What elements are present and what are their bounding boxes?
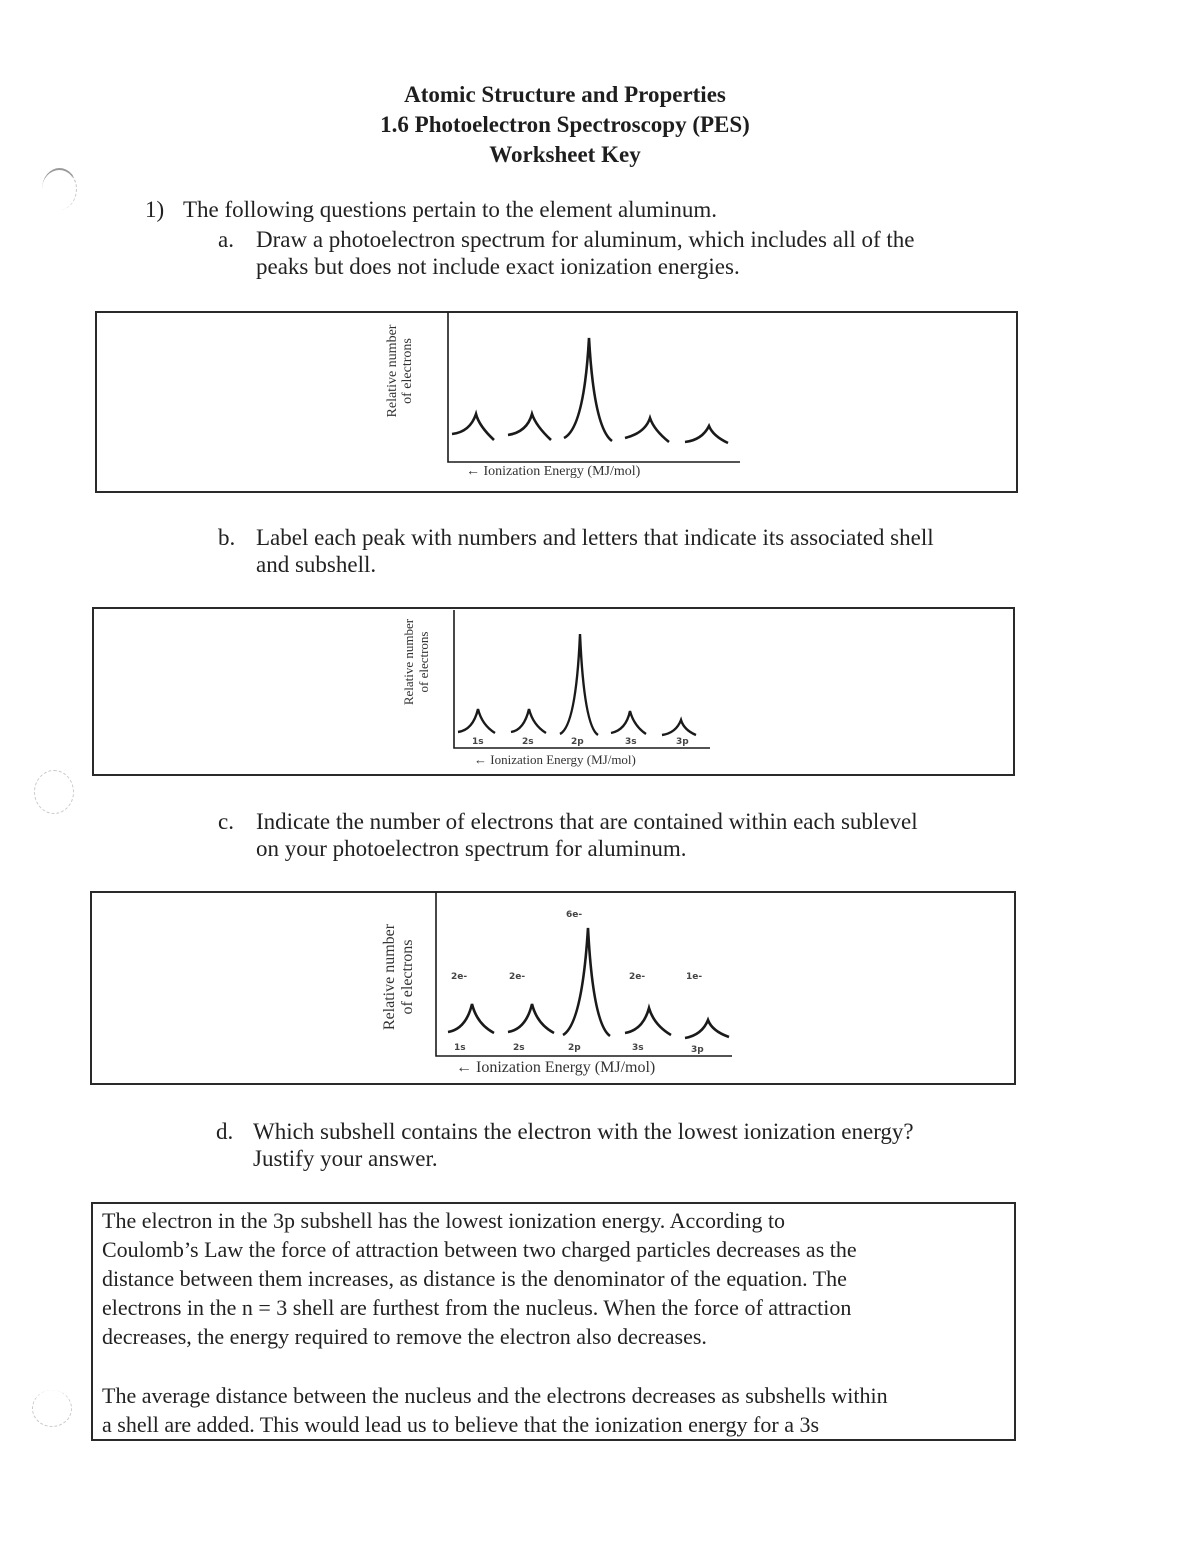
peak-label-3s-b: 3s (625, 737, 637, 747)
electron-count-3s: 2e- (629, 972, 646, 982)
y-axis-label-line-2: of electrons (416, 631, 431, 693)
part-b-line-1: Label each peak with numbers and letters that indicate its associated shell (256, 525, 934, 550)
answer-line: distance between them increases, as distance is the denominator of the equation. The (102, 1266, 847, 1291)
answer-paragraph-2 (102, 1381, 888, 1439)
peak-label-2p-c: 2p (568, 1043, 581, 1053)
part-a-line-2: peaks but does not include exact ionization energies. (256, 254, 740, 279)
question-1-text: The following questions pertain to the element aluminum. (183, 197, 717, 222)
y-axis-label-line-2: of electrons (400, 338, 415, 404)
part-c-line-1: Indicate the number of electrons that are contained within each sublevel (256, 809, 918, 834)
title-line-3: Worksheet Key (489, 142, 641, 167)
electron-count-2s: 2e- (509, 972, 526, 982)
answer-line: decreases, the energy required to remove the electron also decreases. (102, 1324, 707, 1349)
x-axis-label-a: ← Ionization Energy (MJ/mol) (466, 464, 641, 479)
y-axis-label-line-1: Relative number (381, 923, 398, 1031)
pes-spectrum-a (440, 310, 740, 470)
part-a-line-1: Draw a photoelectron spectrum for aluminum, which includes all of the (256, 227, 915, 252)
question-1-number: 1) (145, 197, 165, 222)
punch-hole-middle (34, 770, 74, 814)
answer-line: The average distance between the nucleus and the electrons decreases as subshells within (102, 1383, 888, 1408)
peak-label-1s-b: 1s (472, 737, 484, 747)
part-d-line-2: Justify your answer. (253, 1146, 438, 1171)
title-line-1: Atomic Structure and Properties (404, 82, 726, 107)
x-axis-label-b: ← Ionization Energy (MJ/mol) (474, 752, 636, 767)
punch-hole-top (42, 168, 77, 210)
part-b-letter: b. (218, 525, 236, 550)
part-b-line-2: and subshell. (256, 552, 377, 577)
part-d-text (253, 1118, 914, 1172)
answer-line: a shell are added. This would lead us to believe that the ionization energy for a 3s (102, 1412, 820, 1437)
part-a-letter: a. (218, 227, 234, 252)
peak-label-3p-c: 3p (691, 1045, 704, 1055)
title-line-2: 1.6 Photoelectron Spectroscopy (PES) (380, 112, 750, 137)
peak-label-2p-b: 2p (571, 737, 584, 747)
y-axis-label-line-1: Relative number (385, 324, 400, 418)
answer-line: electrons in the n = 3 shell are furthest from the nucleus. When the force of attraction (102, 1295, 852, 1320)
part-d-letter: d. (216, 1119, 234, 1144)
part-c-letter: c. (218, 809, 234, 834)
part-d-line-1: Which subshell contains the electron with the lowest ionization energy? (253, 1119, 914, 1144)
part-c-text (256, 808, 918, 862)
electron-count-1s: 2e- (451, 972, 468, 982)
part-c-line-2: on your photoelectron spectrum for aluminum. (256, 836, 687, 861)
peak-label-2s-b: 2s (522, 737, 534, 747)
y-axis-label-line-1: Relative number (401, 618, 416, 706)
part-b-text (256, 524, 934, 578)
peak-label-3p-b: 3p (676, 737, 689, 747)
punch-hole-bottom (32, 1390, 72, 1427)
answer-line: The electron in the 3p subshell has the lowest ionization energy. According to (102, 1208, 786, 1233)
y-axis-label-c (381, 902, 419, 1052)
electron-count-2p: 6e- (566, 910, 583, 920)
y-axis-label-line-2: of electrons (399, 939, 416, 1015)
y-axis-label-a (385, 306, 417, 436)
answer-line: Coulomb’s Law the force of attraction between two charged particles decreases as the (102, 1237, 857, 1262)
peak-label-1s-c: 1s (454, 1043, 466, 1053)
peak-label-3s-c: 3s (632, 1043, 644, 1053)
part-a-text (256, 226, 915, 280)
x-axis-label-c: ← Ionization Energy (MJ/mol) (456, 1059, 656, 1076)
y-axis-label-b (401, 602, 433, 722)
worksheet-title (0, 80, 1130, 170)
answer-paragraph-1 (102, 1206, 857, 1351)
electron-count-3p: 1e- (686, 972, 703, 982)
peak-label-2s-c: 2s (513, 1043, 525, 1053)
pes-spectrum-b (450, 608, 710, 750)
